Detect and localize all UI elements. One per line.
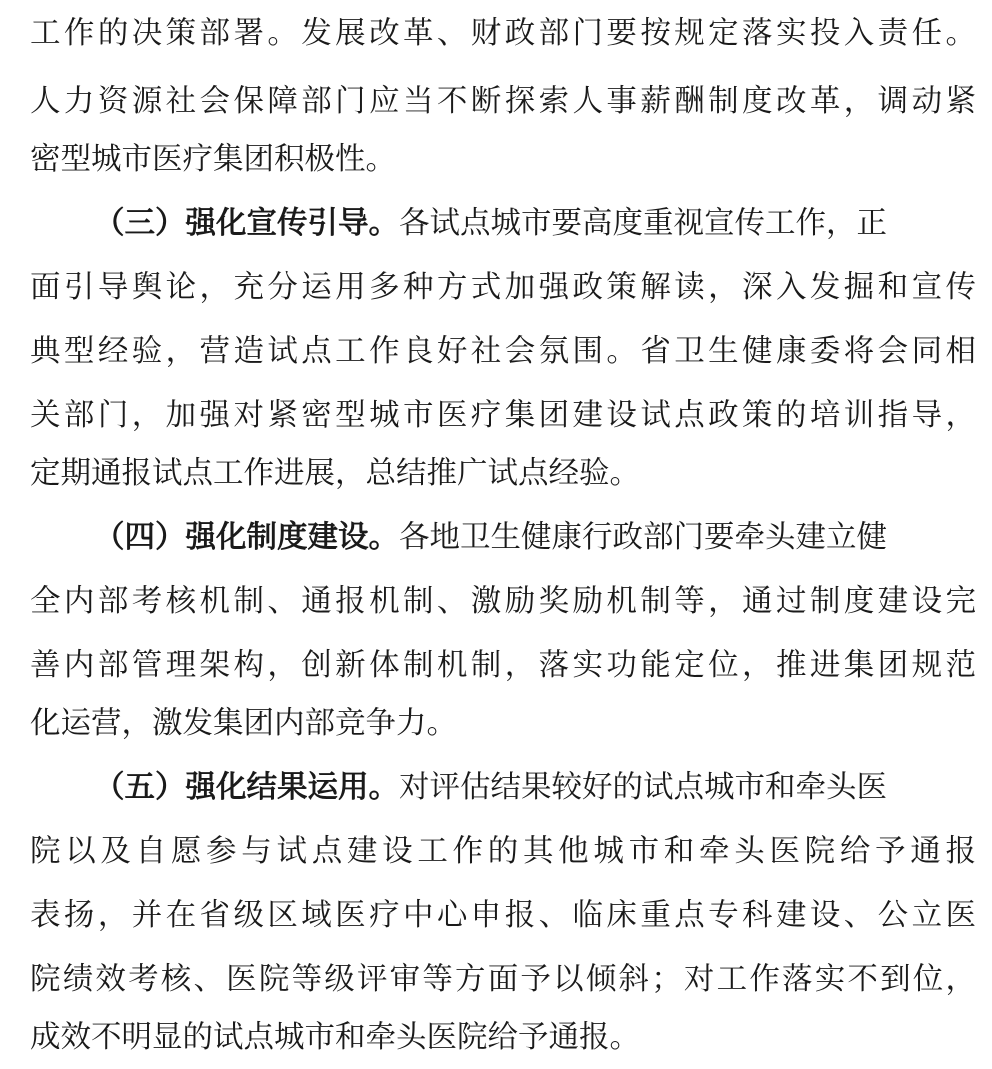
text-line: 成效不明显的试点城市和牵头医院给予通报。 [30,1020,640,1055]
paragraph-text: 各地卫生健康行政部门要牵头建立健 [399,520,887,555]
paragraph-text: 对评估结果较好的试点城市和牵头医 [399,770,887,805]
text-line: 院绩效考核、医院等级评审等方面予以倾斜；对工作落实不到位， [30,962,976,997]
paragraph-text: 各试点城市要高度重视宣传工作，正 [399,206,887,241]
text-line: 善内部管理架构，创新体制机制，落实功能定位，推进集团规范 [30,648,976,683]
text-line: 密型城市医疗集团积极性。 [30,142,396,177]
paragraph-first-line [94,514,887,562]
text-line: 化运营，激发集团内部竞争力。 [30,706,457,741]
text-line: 典型经验，营造试点工作良好社会氛围。省卫生健康委将会同相 [30,334,976,369]
paragraph-first-line [94,764,887,812]
text-line: 关部门，加强对紧密型城市医疗集团建设试点政策的培训指导， [30,398,976,433]
paragraph-first-line [94,200,887,248]
text-line: 定期通报试点工作进展，总结推广试点经验。 [30,456,640,491]
section-heading: （五）强化结果运用。 [94,770,399,805]
text-line: 全内部考核机制、通报机制、激励奖励机制等，通过制度建设完 [30,584,976,619]
text-line: 面引导舆论，充分运用多种方式加强政策解读，深入发掘和宣传 [30,270,976,305]
text-line: 工作的决策部署。发展改革、财政部门要按规定落实投入责任。 [30,16,976,51]
text-line: 表扬，并在省级区域医疗中心申报、临床重点专科建设、公立医 [30,898,976,933]
text-line: 人力资源社会保障部门应当不断探索人事薪酬制度改革，调动紧 [30,84,976,119]
section-heading: （三）强化宣传引导。 [94,206,399,241]
section-heading: （四）强化制度建设。 [94,520,399,555]
text-line: 院以及自愿参与试点建设工作的其他城市和牵头医院给予通报 [30,834,976,869]
